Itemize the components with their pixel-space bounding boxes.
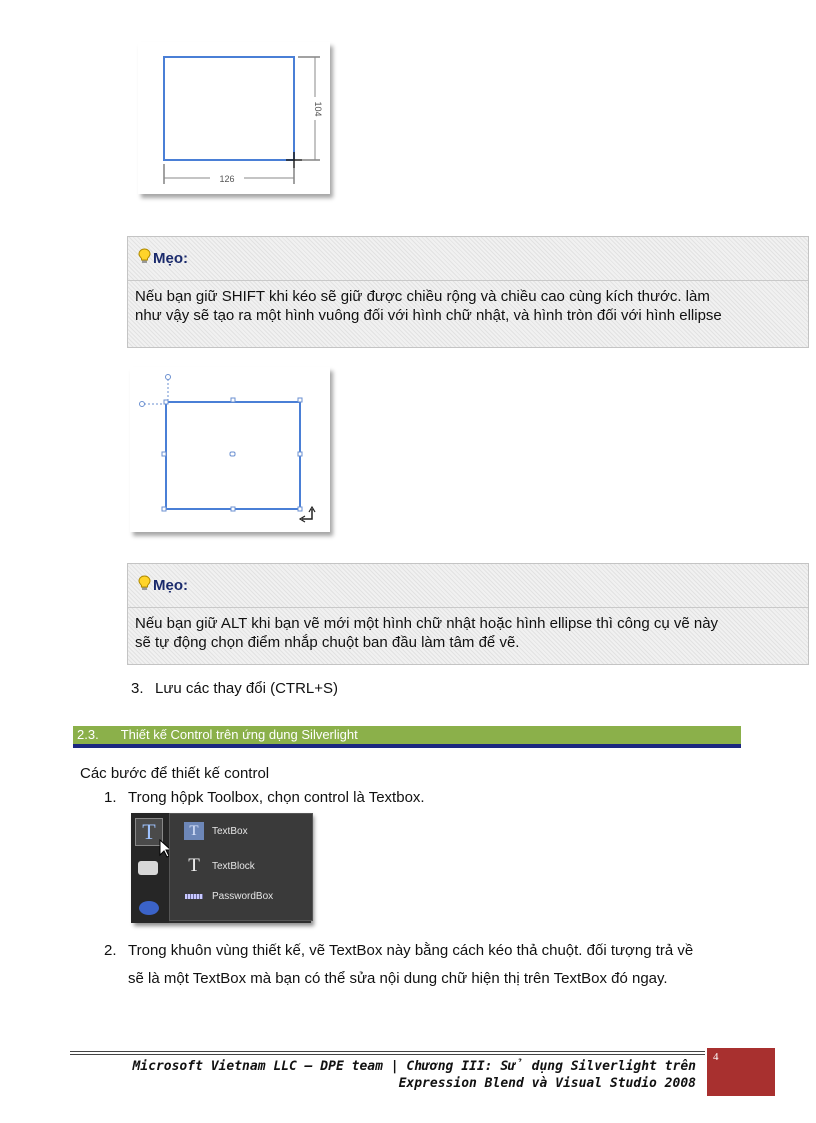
step-number: 3. (131, 680, 144, 697)
tip-title: Mẹo: (153, 250, 188, 267)
footer-rule (70, 1054, 705, 1055)
figure-selected-rectangle (130, 367, 330, 532)
ellipse-tool-icon (139, 901, 159, 915)
page-number-box (707, 1048, 775, 1096)
tip-box-alt (127, 563, 809, 665)
tip-header (128, 237, 808, 281)
lightbulb-icon (138, 575, 151, 596)
section-title: Thiết kế Control trên ứng dụng Silverlight (120, 727, 358, 742)
footer-rule (70, 1051, 705, 1052)
step-text: Lưu các thay đổi (CTRL+S) (155, 680, 339, 697)
section-number: 2.3. (77, 727, 99, 742)
page-number: 4 (713, 1051, 719, 1063)
section-heading (73, 726, 741, 748)
tip-header (128, 564, 808, 608)
step-number: 1. (104, 789, 117, 806)
intro-text: Các bước để thiết kế control (80, 765, 270, 782)
menu-item-passwordbox[interactable] (184, 886, 273, 906)
footer-text (132, 1058, 696, 1092)
passwordbox-icon (184, 887, 204, 905)
step-2 (104, 940, 693, 990)
textblock-icon: T (188, 855, 200, 876)
tip-box-shift (127, 236, 809, 348)
height-label: 104 (313, 101, 323, 117)
step-3 (131, 678, 338, 700)
tip-text-line: như vậy sẽ tạo ra một hình vuông đối với hình chữ nhật, và hình tròn đối với hình ellipse (135, 307, 722, 324)
tip-text-line: Nếu bạn giữ SHIFT khi kéo sẽ giữ được chiều rộng và chiều cao cùng kích thước. làm (135, 288, 710, 305)
step-text-line: Trong khuôn vùng thiết kế, vẽ TextBox này bằng cách kéo thả chuột. đối tượng trả về (128, 942, 694, 959)
menu-item-label: PasswordBox (212, 890, 274, 902)
tip-body (128, 608, 808, 652)
toolbox-strip (131, 813, 169, 923)
footer-line-2: Expression Blend và Visual Studio 2008 (398, 1076, 696, 1091)
textbox-icon: T (184, 822, 204, 840)
lightbulb-icon (138, 248, 151, 269)
step-text-line: sẽ là một TextBox mà bạn có thể sửa nội dung chữ hiện thị trên TextBox đó ngay. (128, 970, 668, 987)
toolbox-screenshot (131, 813, 311, 923)
menu-item-textblock[interactable] (184, 856, 255, 876)
selection-diagram (130, 367, 330, 532)
brush-tool-icon (138, 861, 158, 875)
rectangle-diagram (138, 42, 330, 194)
menu-item-label: TextBox (212, 825, 248, 837)
footer-line-1: Microsoft Vietnam LLC – DPE team | Chương III: Sử dụng Silverlight trên (132, 1059, 696, 1074)
tip-text-line: Nếu bạn giữ ALT khi bạn vẽ mới một hình chữ nhật hoặc hình ellipse thì công cụ vẽ này (135, 615, 719, 632)
menu-item-textbox[interactable] (184, 821, 248, 841)
tip-body (128, 281, 808, 325)
textbox-tool-icon: T (135, 818, 163, 846)
step-text: Trong hộpk Toolbox, chọn control là Textbox. (128, 789, 425, 806)
step-1 (104, 787, 425, 809)
tip-text-line: sẽ tự động chọn điểm nhắp chuột ban đầu làm tâm để vẽ. (135, 634, 520, 651)
figure-rectangle-dimensions (138, 42, 330, 194)
step-number: 2. (104, 942, 117, 959)
tip-title: Mẹo: (153, 577, 188, 594)
width-label: 126 (219, 174, 235, 184)
menu-item-label: TextBlock (212, 860, 255, 872)
toolbox-menu (169, 813, 313, 921)
